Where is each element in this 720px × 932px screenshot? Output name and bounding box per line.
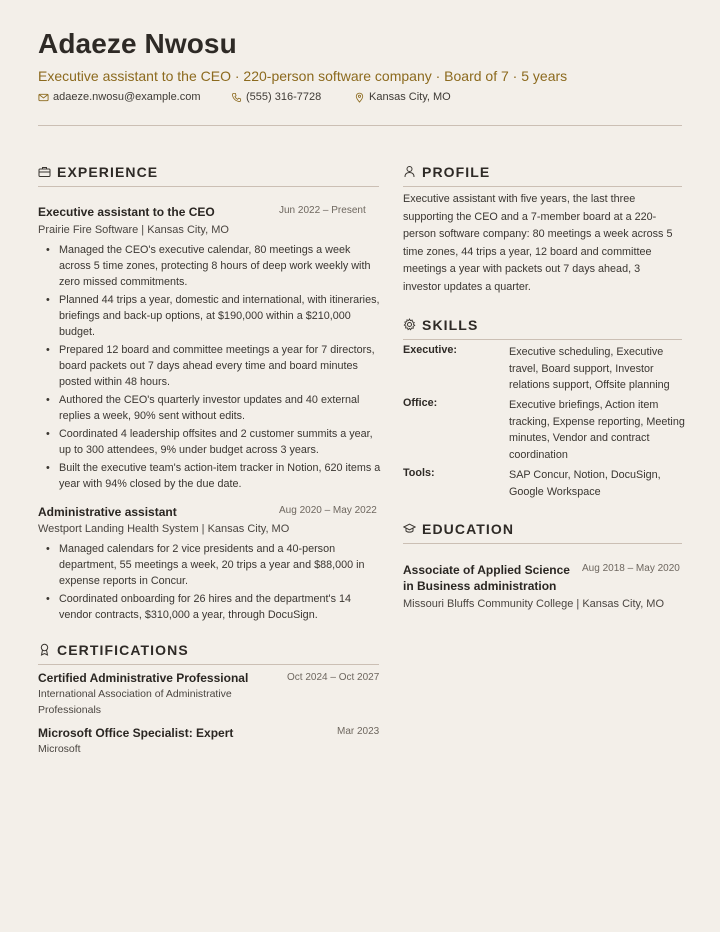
school-name: Missouri Bluffs Community College | Kansas City, MO	[403, 598, 665, 610]
job-title: Administrative assistant	[38, 505, 177, 519]
skills-heading: SKILLS	[422, 316, 479, 333]
job-bullets	[38, 541, 383, 625]
job-bullets	[38, 242, 383, 494]
skill-group-items: Executive scheduling, Executive travel, Board support, Investor relations support, Offsite planning	[509, 346, 670, 392]
education-heading: EDUCATION	[422, 520, 515, 537]
certification-dates: Mar 2023	[337, 726, 380, 737]
bullet-item: • Prepared 12 board and committee meetings a year for 7 directors, board packets out 7 days ahead every time and board minutes posted within 48 hours.	[38, 342, 383, 390]
bullet-item: • Authored the CEO's quarterly investor updates and 40 external replies a week, 90% sent without edits.	[38, 392, 383, 424]
profile-heading: PROFILE	[422, 163, 491, 180]
education-dates: Aug 2018 – May 2020	[582, 563, 680, 574]
skills-rule	[403, 339, 682, 340]
header-divider	[38, 125, 682, 126]
skill-group-label: Office:	[403, 397, 438, 409]
education-rule	[403, 543, 682, 544]
person-icon	[403, 165, 416, 178]
gear-icon	[403, 318, 416, 331]
bullet-item: • Managed the CEO's executive calendar, 80 meetings a week across 5 time zones, protecting 8 hours of deep work weekly with zero missed commitments.	[38, 242, 383, 290]
envelope-icon	[38, 92, 49, 103]
job-employer: Westport Landing Health System | Kansas City, MO	[38, 523, 290, 535]
skill-group-label: Executive:	[403, 344, 458, 356]
contact-phone[interactable]	[231, 91, 321, 103]
bullet-item: • Built the executive team's action-item tracker in Notion, 620 items a year with 94% closed by the due date.	[38, 460, 383, 492]
job-employer: Prairie Fire Software | Kansas City, MO	[38, 224, 229, 236]
skill-group-items: SAP Concur, Notion, DocuSign, Google Workspace	[509, 469, 661, 498]
experience-heading: EXPERIENCE	[57, 163, 159, 180]
bullet-item: • Managed calendars for 2 vice presidents and a 40-person department, 55 meetings a week, 20 trips a year and $88,000 in expense reports in Concur.	[38, 541, 383, 589]
job-dates: Jun 2022 – Present	[279, 205, 366, 216]
certifications-section	[38, 641, 379, 665]
skill-group-items: Executive briefings, Action item tracking, Expense reporting, Meeting minutes, Vendor and contract coordination	[509, 399, 685, 462]
experience-rule	[38, 186, 379, 187]
headline-tagline: Executive assistant to the CEO · 220-person software company · Board of 7 · 5 years	[38, 68, 568, 84]
certifications-rule	[38, 664, 379, 665]
certification-name: Certified Administrative Professional	[38, 671, 249, 685]
certifications-heading: CERTIFICATIONS	[57, 641, 189, 658]
contact-email[interactable]	[38, 91, 201, 103]
certification-issuer: International Association of Administrative Professionals	[38, 688, 232, 716]
email-text: adaeze.nwosu@example.com	[53, 91, 201, 103]
graduation-cap-icon	[403, 522, 416, 535]
bullet-item: • Coordinated 4 leadership offsites and 2 customer summits a year, up to 300 attendees, 9% under budget across 3 years.	[38, 426, 383, 458]
certification-issuer: Microsoft	[38, 743, 81, 755]
bullet-item: • Coordinated onboarding for 26 hires and the department's 14 vendor contracts, $310,000 a year, through DocuSign.	[38, 591, 383, 623]
profile-section	[403, 163, 682, 187]
award-ribbon-icon	[38, 643, 51, 656]
job-title: Executive assistant to the CEO	[38, 205, 215, 219]
skill-group-label: Tools:	[403, 467, 435, 479]
candidate-name: Adaeze Nwosu	[38, 28, 237, 59]
certification-name: Microsoft Office Specialist: Expert	[38, 726, 234, 740]
profile-summary: Executive assistant with five years, the last three supporting the CEO and a 7-member board at a 220-person software company: 80 meetings a week across 5 time zones, 44 trips a year, 12 board and committee meetings a year with packets out 7 days ahead, 3 investor updates a quarter.	[403, 193, 673, 293]
location-text: Kansas City, MO	[369, 91, 451, 103]
job-dates: Aug 2020 – May 2022	[279, 505, 377, 516]
education-section	[403, 520, 682, 544]
briefcase-icon	[38, 165, 51, 178]
map-pin-icon	[354, 92, 365, 103]
experience-section	[38, 163, 379, 187]
certification-dates: Oct 2024 – Oct 2027	[287, 672, 380, 683]
skills-section	[403, 316, 682, 340]
profile-rule	[403, 186, 682, 187]
phone-icon	[231, 92, 242, 103]
phone-text: (555) 316-7728	[246, 91, 322, 103]
contact-location	[354, 91, 451, 103]
degree-name: Associate of Applied Science in Business administration	[403, 563, 570, 593]
bullet-item: • Planned 44 trips a year, domestic and international, with itineraries, briefings and back-up options, at $190,000 within a $210,000 budget.	[38, 292, 383, 340]
